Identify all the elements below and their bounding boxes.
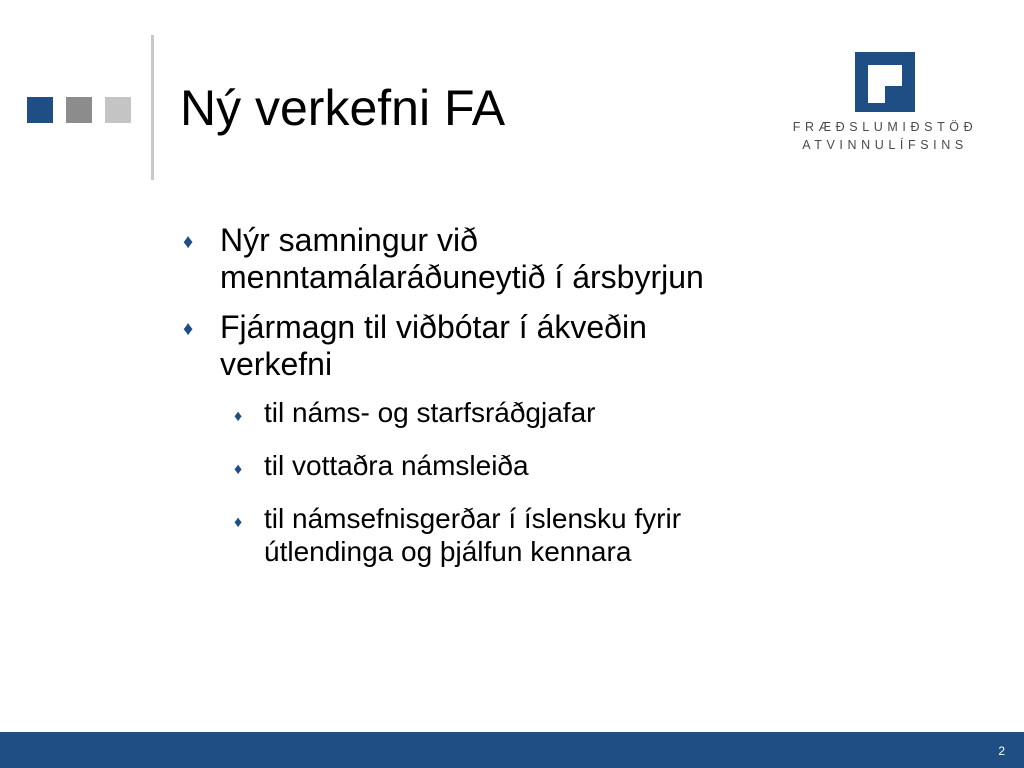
bullet-list: [180, 222, 900, 588]
diamond-bullet-icon: ♦: [234, 514, 243, 531]
sub-bullet-item: [180, 396, 900, 429]
logo: [760, 52, 1010, 162]
square-dark-blue: [27, 97, 53, 123]
square-light-gray: [105, 97, 131, 123]
bullet-item: [180, 222, 900, 296]
bullet-line: til náms- og starfsráðgjafar: [264, 397, 596, 428]
diamond-bullet-icon: ♦: [183, 318, 194, 340]
bullet-item: [180, 309, 900, 383]
slide-title: Ný verkefni FA: [180, 80, 506, 136]
logo-icon: [855, 52, 915, 112]
bullet-line: útlendinga og þjálfun kennara: [264, 536, 632, 567]
logo-text-line-1: FRÆÐSLUMIÐSTÖÐ: [792, 120, 978, 134]
diamond-bullet-icon: ♦: [234, 461, 243, 478]
title-divider: [151, 35, 154, 180]
sub-bullet-item: [180, 449, 900, 482]
logo-text-line-2: ATVINNULÍFSINS: [802, 138, 968, 152]
footer-bar: [0, 732, 1024, 768]
bullet-line: verkefni: [220, 346, 333, 382]
diamond-bullet-icon: ♦: [183, 231, 194, 253]
bullet-line: til námsefnisgerðar í íslensku fyrir: [264, 503, 682, 534]
bullet-line: menntamálaráðuneytið í ársbyrjun: [220, 259, 704, 295]
decorative-squares: [27, 97, 131, 123]
diamond-bullet-icon: ♦: [234, 408, 243, 425]
bullet-line: Nýr samningur við: [220, 222, 478, 258]
bullet-line: Fjármagn til viðbótar í ákveðin: [220, 309, 647, 345]
sub-bullet-item: [180, 502, 900, 568]
bullet-line: til vottaðra námsleiða: [264, 450, 529, 481]
page-number: 2: [998, 744, 1005, 758]
square-gray: [66, 97, 92, 123]
